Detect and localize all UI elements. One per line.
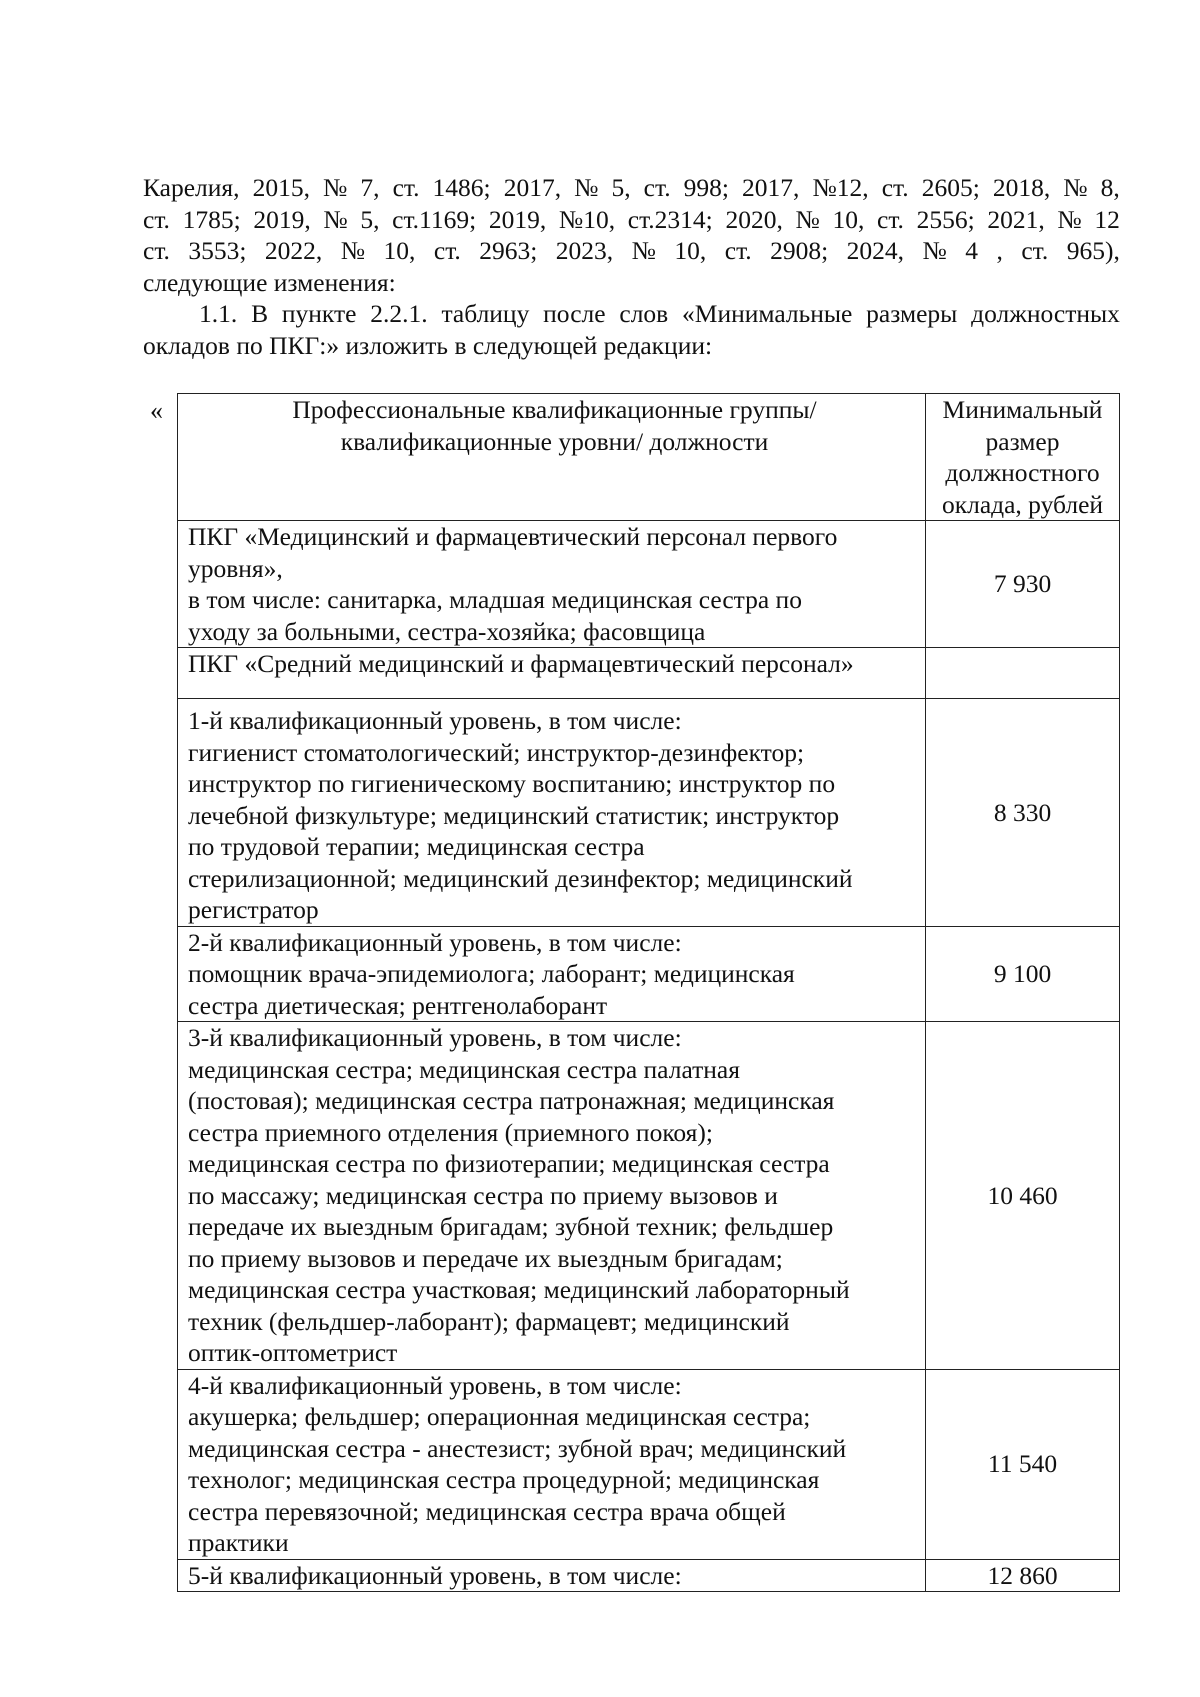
word: 10, <box>832 204 865 234</box>
word: 2021, <box>987 204 1045 234</box>
row-text <box>178 1369 926 1559</box>
word: ст. <box>643 173 671 202</box>
word: 8, <box>1100 173 1120 202</box>
word: ст. <box>433 236 461 265</box>
word: 1785; <box>182 204 241 234</box>
cell-line: 5-й квалификационный уровень, в том числе: <box>188 1560 682 1590</box>
table-row <box>178 648 1120 699</box>
word: пункте <box>281 299 357 328</box>
cell-line: 1-й квалификационный уровень, в том числе: <box>188 706 682 735</box>
word: 2556; <box>916 204 975 234</box>
word: ст. <box>143 204 170 234</box>
row-text <box>178 1559 926 1592</box>
header-line: Минимальный <box>942 395 1103 424</box>
cell-line: ПКГ «Медицинский и фармацевтический персонал первого <box>188 522 838 551</box>
word: 1.1. <box>199 299 238 328</box>
row-value <box>926 648 1120 699</box>
cell-line: по массажу; медицинская сестра по приему вызовов и <box>188 1180 778 1210</box>
word: №12, <box>812 173 869 202</box>
word: 998; <box>683 173 729 202</box>
cell-line: медицинская сестра - анестезист; зубной врач; медицинский <box>188 1433 847 1463</box>
word: 2908; <box>770 236 829 265</box>
table-row <box>178 1022 1120 1370</box>
cell-line: 2-й квалификационный уровень, в том числе: <box>188 927 682 957</box>
header-groups-cell <box>178 394 926 521</box>
table-header-row <box>178 394 1120 521</box>
table-row <box>178 1369 1120 1559</box>
cell-line: по приему вызовов и передаче их выездным бригадам; <box>188 1243 783 1273</box>
word: ст. <box>881 173 909 202</box>
header-line: квалификационные уровни/ должности <box>340 426 769 456</box>
word: 5, <box>611 173 631 202</box>
word: должностных <box>971 299 1120 328</box>
word: ст. <box>877 204 904 234</box>
word: ст. <box>143 236 170 265</box>
cell-line: ПКГ «Средний медицинский и фармацевтический персонал» <box>188 649 854 678</box>
cell-line: медицинская сестра по физиотерапии; медицинская сестра <box>188 1149 830 1178</box>
row-text <box>178 699 926 927</box>
row-text <box>178 926 926 1022</box>
cell-line: регистратор <box>188 895 319 924</box>
cell-line: медицинская сестра участковая; медицинский лабораторный <box>188 1275 850 1304</box>
word: 3553; <box>188 236 247 265</box>
word: Карелия, <box>143 173 240 202</box>
cell-line: (постовая); медицинская сестра патронажная; медицинская <box>188 1086 835 1115</box>
cell-line: передаче их выездным бригадам; зубной техник; фельдшер <box>188 1212 834 1241</box>
word: 5, <box>360 204 380 234</box>
word: 2024, <box>846 236 905 265</box>
header-line: оклада, рублей <box>941 489 1104 519</box>
item-line-1 <box>143 298 1120 330</box>
word: № <box>323 173 348 202</box>
intro-line-1 <box>143 172 1120 204</box>
cell-line: уходу за больными, сестра-хозяйка; фасовщица <box>188 616 706 646</box>
word: 2019, <box>253 204 311 234</box>
word: №10, <box>558 204 616 234</box>
table-row <box>178 1559 1120 1592</box>
item-paragraph <box>143 298 1120 361</box>
cell-line: гигиенист стоматологический; инструктор-дезинфектор; <box>188 737 805 767</box>
opening-quote-mark: « <box>150 396 163 425</box>
word: № <box>340 236 366 265</box>
header-line: должностного <box>945 458 1100 487</box>
word: 10, <box>383 236 416 265</box>
word: В <box>251 299 269 328</box>
word: № <box>323 204 348 234</box>
word: 2.2.1. <box>370 299 428 328</box>
word: 2605; <box>921 173 980 202</box>
intro-paragraph <box>143 172 1120 298</box>
word: после <box>543 299 606 328</box>
row-value: 7 930 <box>926 521 1120 648</box>
word: 2019, <box>488 204 547 234</box>
intro-line-4: следующие изменения: <box>143 267 396 297</box>
word: , <box>996 236 1003 265</box>
word: таблицу <box>441 299 530 328</box>
table-row <box>178 521 1120 648</box>
word: 2023, <box>555 236 614 265</box>
word: 1486; <box>432 173 491 202</box>
header-line: Профессиональные квалификационные группы/ <box>292 395 817 424</box>
row-text <box>178 1022 926 1370</box>
table-row <box>178 699 1120 927</box>
header-salary-cell <box>926 394 1120 521</box>
cell-line: медицинская сестра; медицинская сестра палатная <box>188 1054 740 1084</box>
cell-line: в том числе: санитарка, младшая медицинская сестра по <box>188 585 802 614</box>
word: 2015, <box>252 173 310 202</box>
row-value: 10 460 <box>926 1022 1120 1370</box>
cell-line: 3-й квалификационный уровень, в том числе: <box>188 1023 682 1052</box>
cell-line: практики <box>188 1528 289 1557</box>
header-salary-text <box>930 394 1115 520</box>
word: № <box>922 236 947 265</box>
word: № <box>631 236 656 265</box>
cell-line: технолог; медицинская сестра процедурной; медицинская <box>188 1465 820 1494</box>
cell-line: уровня», <box>188 553 283 583</box>
word: № <box>795 204 820 234</box>
cell-line: лечебной физкультуре; медицинский статистик; инструктор <box>188 800 840 830</box>
word: № <box>574 173 599 202</box>
intro-line-3 <box>143 235 1120 267</box>
cell-line: сестра диетическая; рентгенолаборант <box>188 990 608 1020</box>
table-row <box>178 926 1120 1022</box>
word: 2018, <box>992 173 1051 202</box>
row-text <box>178 521 926 648</box>
word: 4 <box>965 236 979 265</box>
word: 2022, <box>264 236 323 265</box>
cell-line: инструктор по гигиеническому воспитанию; инструктор по <box>188 769 836 798</box>
word: ст.2314; <box>627 204 713 234</box>
cell-line: сестра перевязочной; медицинская сестра врача общей <box>188 1496 786 1526</box>
header-line: размер <box>985 426 1060 456</box>
word: 2020, <box>725 204 783 234</box>
word: 2017, <box>503 173 562 202</box>
row-value: 8 330 <box>926 699 1120 927</box>
cell-line: сестра приемного отделения (приемного покоя); <box>188 1117 713 1147</box>
word: 7, <box>360 173 380 202</box>
cell-line: техник (фельдшер-лаборант); фармацевт; медицинский <box>188 1306 790 1336</box>
cell-line: стерилизационной; медицинский дезинфектор; медицинский <box>188 863 853 893</box>
word: 2963; <box>479 236 538 265</box>
cell-line: по трудовой терапии; медицинская сестра <box>188 832 645 861</box>
word: ст. <box>392 173 420 202</box>
word: размеры <box>866 299 958 328</box>
word: ст. <box>1021 236 1049 265</box>
row-value: 12 860 <box>926 1559 1120 1592</box>
word: № <box>1057 204 1082 234</box>
header-groups-text <box>188 394 921 457</box>
item-line-2: окладов по ПКГ:» изложить в следующей редакции: <box>143 330 713 360</box>
word: 965), <box>1066 236 1120 265</box>
word: № <box>1063 173 1088 202</box>
word: 10, <box>674 236 707 265</box>
row-value: 11 540 <box>926 1369 1120 1559</box>
word: ст.1169; <box>392 204 477 234</box>
word: 2017, <box>742 173 800 202</box>
cell-line: акушерка; фельдшер; операционная медицинская сестра; <box>188 1402 811 1431</box>
row-value: 9 100 <box>926 926 1120 1022</box>
word: ст. <box>724 236 752 265</box>
row-text <box>178 648 926 699</box>
cell-line: оптик-оптометрист <box>188 1338 398 1367</box>
intro-line-2 <box>143 204 1120 236</box>
cell-line: 4-й квалификационный уровень, в том числе: <box>188 1370 682 1400</box>
cell-line: помощник врача-эпидемиолога; лаборант; медицинская <box>188 959 795 988</box>
word: «Минимальные <box>682 299 853 328</box>
word: слов <box>619 299 669 328</box>
word: 12 <box>1094 204 1120 234</box>
salary-table <box>177 393 1120 1592</box>
